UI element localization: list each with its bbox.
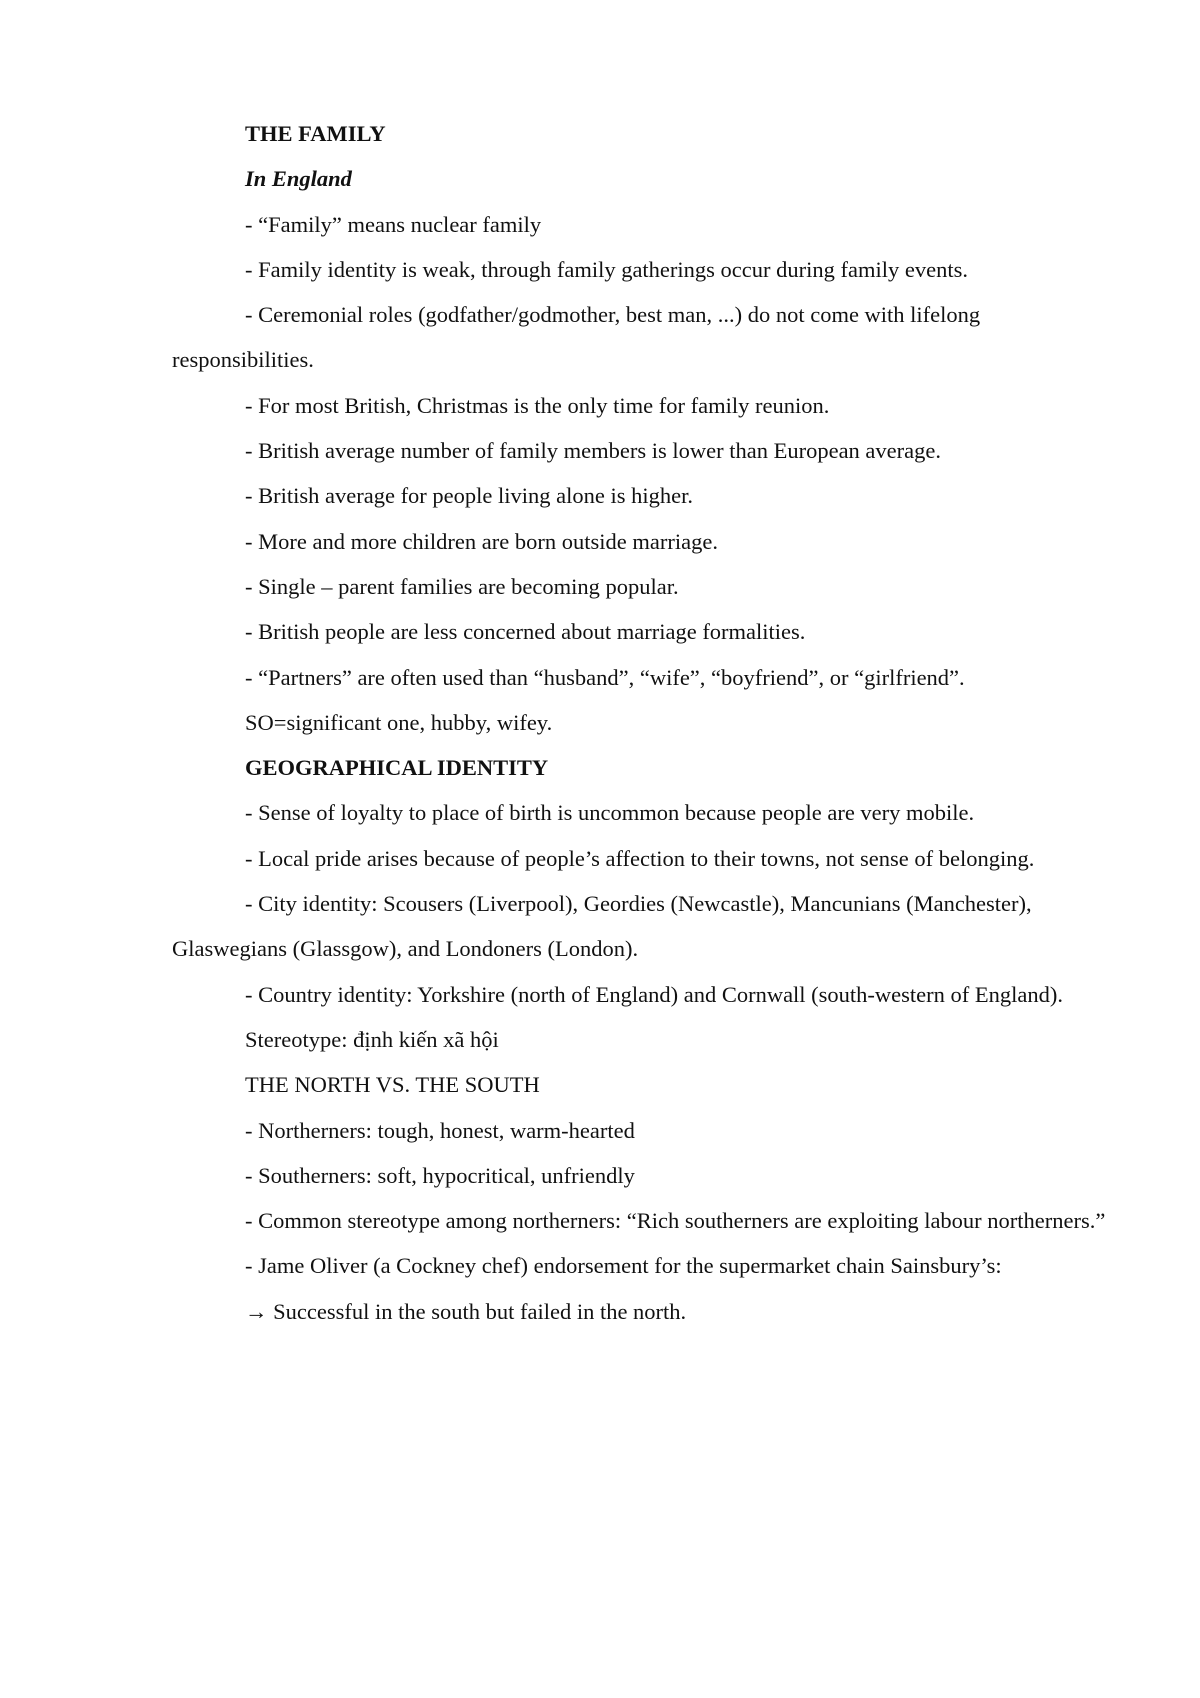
section-title-family: THE FAMILY [245, 121, 386, 146]
geo-point: - Local pride arises because of people’s affection to their towns, not sense of belonging. [245, 845, 1035, 871]
north-south-point: - Jame Oliver (a Cockney chef) endorsement for the supermarket chain Sainsbury’s: [245, 1253, 1002, 1279]
section-title-north-vs-south: THE NORTH VS. THE SOUTH [245, 1072, 540, 1098]
document-body [172, 111, 1112, 1334]
family-point: - More and more children are born outside marriage. [245, 528, 718, 554]
family-point: - Ceremonial roles (godfather/godmother, best man, ...) do not come with lifelong responsibilities. [172, 302, 981, 373]
north-south-point: - Southerners: soft, hypocritical, unfriendly [245, 1162, 635, 1188]
family-point: - British average number of family members is lower than European average. [245, 438, 941, 464]
family-point: - British average for people living alone is higher. [245, 483, 694, 509]
family-point: SO=significant one, hubby, wifey. [245, 709, 553, 735]
north-south-point: - Common stereotype among northerners: “Rich southerners are exploiting labour northerners.” [245, 1208, 1106, 1234]
north-south-point: → Successful in the south but failed in the north. [245, 1298, 687, 1324]
section-title-geographical-identity: GEOGRAPHICAL IDENTITY [245, 755, 549, 781]
family-point: - “Partners” are often used than “husband”, “wife”, “boyfriend”, or “girlfriend”. [245, 664, 965, 690]
geo-point: - Country identity: Yorkshire (north of England) and Cornwall (south-western of England). [245, 981, 1063, 1007]
family-point: - Family identity is weak, through family gatherings occur during family events. [245, 256, 968, 282]
section-subtitle-england: In England [245, 166, 352, 192]
family-point: - British people are less concerned about marriage formalities. [245, 619, 806, 645]
family-point: - Single – parent families are becoming popular. [245, 573, 679, 599]
north-south-point: - Northerners: tough, honest, warm-hearted [245, 1117, 635, 1143]
geo-point: - Sense of loyalty to place of birth is uncommon because people are very mobile. [245, 800, 975, 826]
geo-point: Stereotype: định kiến xã hội [245, 1026, 499, 1052]
geo-point: - City identity: Scousers (Liverpool), Geordies (Newcastle), Mancunians (Manchester), Glaswegians (Glassgow), and Londoners (London). [172, 891, 1032, 962]
family-point: - For most British, Christmas is the only time for family reunion. [245, 392, 830, 418]
family-point: - “Family” means nuclear family [245, 211, 542, 237]
